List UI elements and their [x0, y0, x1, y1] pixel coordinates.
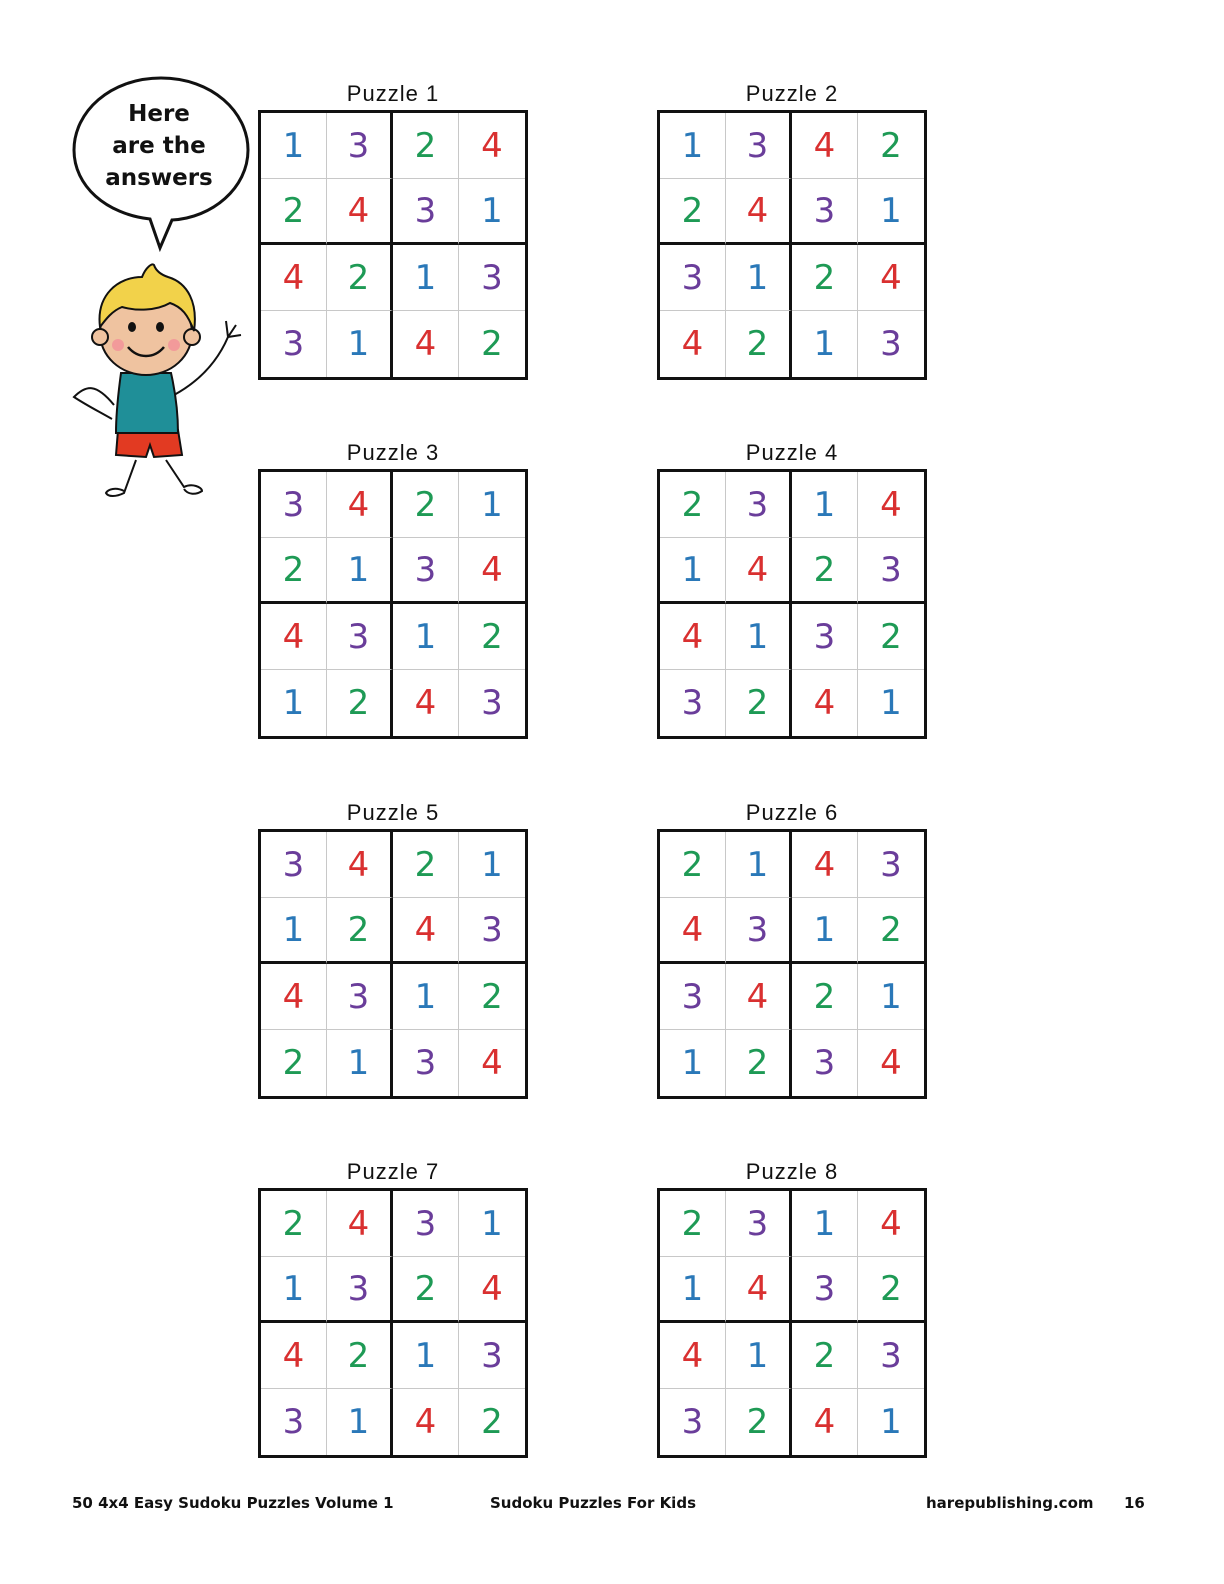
grid-cell: 4	[459, 113, 525, 179]
grid-cell: 3	[261, 472, 327, 538]
grid-cell: 2	[660, 832, 726, 898]
grid-cell: 3	[660, 1389, 726, 1455]
grid-cell: 2	[393, 1257, 459, 1323]
grid-cell: 1	[327, 1389, 393, 1455]
grid-cell: 1	[858, 179, 924, 245]
grid-cell: 3	[726, 1191, 792, 1257]
bubble-line: Here	[128, 101, 190, 127]
puzzle-title: Puzzle 4	[745, 440, 839, 465]
footer-website: harepublishing.com	[926, 1494, 1094, 1512]
bubble-line: answers	[105, 165, 213, 191]
grid-cell: 3	[858, 1323, 924, 1389]
grid-cell: 1	[261, 113, 327, 179]
grid-cell: 4	[261, 604, 327, 670]
grid-cell: 4	[327, 832, 393, 898]
grid-cell: 2	[726, 670, 792, 736]
bubble-line: are the	[112, 133, 206, 159]
grid-cell: 4	[660, 1323, 726, 1389]
puzzle-title: Puzzle 1	[346, 81, 440, 106]
grid-cell: 3	[792, 179, 858, 245]
grid-cell: 1	[327, 538, 393, 604]
grid-cell: 2	[858, 113, 924, 179]
grid-cell: 3	[459, 1323, 525, 1389]
sudoku-grid	[258, 1188, 528, 1458]
grid-cell: 1	[792, 472, 858, 538]
grid-cell: 2	[726, 1389, 792, 1455]
grid-cell: 2	[792, 245, 858, 311]
footer-series: Sudoku Puzzles For Kids	[490, 1494, 696, 1512]
grid-cell: 1	[726, 832, 792, 898]
grid-cell: 3	[726, 472, 792, 538]
grid-cell: 1	[792, 1191, 858, 1257]
grid-cell: 1	[393, 245, 459, 311]
grid-cell: 1	[660, 1030, 726, 1096]
grid-cell: 3	[393, 179, 459, 245]
grid-cell: 1	[459, 832, 525, 898]
grid-cell: 2	[792, 538, 858, 604]
grid-cell: 3	[459, 245, 525, 311]
grid-cell: 4	[792, 1389, 858, 1455]
grid-cell: 4	[660, 311, 726, 377]
grid-cell: 3	[393, 1030, 459, 1096]
grid-cell: 3	[726, 898, 792, 964]
puzzle-block	[657, 797, 927, 1099]
grid-cell: 4	[880, 1043, 902, 1083]
grid-cell: 1	[858, 964, 924, 1030]
grid-cell: 1	[880, 1402, 902, 1442]
grid-cell: 4	[393, 670, 459, 736]
grid-cell: 2	[327, 670, 393, 736]
sudoku-grid	[657, 110, 927, 380]
grid-cell: 2	[858, 898, 924, 964]
grid-cell: 2	[327, 1323, 393, 1389]
grid-cell: 1	[261, 1257, 327, 1323]
puzzle-block	[657, 78, 927, 380]
grid-cell: 4	[660, 604, 726, 670]
grid-cell: 3	[393, 538, 459, 604]
grid-cell: 4	[459, 1257, 525, 1323]
grid-cell: 1	[726, 1323, 792, 1389]
grid-cell: 3	[660, 245, 726, 311]
sudoku-grid	[258, 469, 528, 739]
grid-cell: 2	[660, 1191, 726, 1257]
grid-cell: 2	[327, 898, 393, 964]
grid-cell: 4	[726, 964, 792, 1030]
grid-cell: 3	[327, 113, 393, 179]
grid-cell: 3	[327, 604, 393, 670]
grid-cell: 3	[726, 113, 792, 179]
grid-cell: 2	[459, 604, 525, 670]
puzzle-block	[657, 437, 927, 739]
grid-cell: 2	[481, 1402, 503, 1442]
grid-cell: 4	[261, 245, 327, 311]
cartoon-boy-illustration	[66, 255, 246, 515]
grid-cell: 2	[327, 245, 393, 311]
grid-cell: 3	[261, 832, 327, 898]
footer-book-title: 50 4x4 Easy Sudoku Puzzles Volume 1	[72, 1494, 394, 1512]
grid-cell: 1	[327, 1030, 393, 1096]
grid-cell: 1	[327, 311, 393, 377]
grid-cell: 3	[327, 1257, 393, 1323]
sudoku-grid	[657, 1188, 927, 1458]
grid-cell: 1	[393, 604, 459, 670]
grid-cell: 1	[459, 472, 525, 538]
puzzle-title: Puzzle 5	[346, 800, 440, 825]
grid-cell: 4	[327, 1191, 393, 1257]
grid-cell: 4	[459, 538, 525, 604]
puzzle-block	[258, 437, 528, 739]
grid-cell: 1	[459, 1191, 525, 1257]
sudoku-grid	[657, 469, 927, 739]
grid-cell: 2	[858, 604, 924, 670]
grid-cell: 3	[792, 604, 858, 670]
bubble-text	[84, 98, 234, 194]
grid-cell: 1	[792, 898, 858, 964]
grid-cell: 3	[261, 1389, 327, 1455]
grid-cell: 3	[792, 1030, 858, 1096]
grid-cell: 3	[858, 538, 924, 604]
page-number: 16	[1124, 1494, 1145, 1512]
puzzle-title: Puzzle 7	[346, 1159, 440, 1184]
grid-cell: 3	[660, 670, 726, 736]
sudoku-grid	[258, 110, 528, 380]
grid-cell: 1	[660, 113, 726, 179]
puzzle-block	[657, 1156, 927, 1458]
grid-cell: 1	[792, 311, 858, 377]
grid-cell: 2	[481, 324, 503, 364]
grid-cell: 1	[660, 1257, 726, 1323]
grid-cell: 2	[858, 1257, 924, 1323]
puzzle-block	[258, 797, 528, 1099]
sudoku-grid	[258, 829, 528, 1099]
grid-cell: 2	[459, 964, 525, 1030]
grid-cell: 3	[792, 1257, 858, 1323]
grid-cell: 4	[660, 898, 726, 964]
grid-cell: 4	[481, 1043, 503, 1083]
grid-cell: 2	[261, 1030, 327, 1096]
grid-cell: 2	[792, 964, 858, 1030]
grid-cell: 2	[660, 179, 726, 245]
grid-cell: 4	[858, 245, 924, 311]
grid-cell: 4	[327, 179, 393, 245]
grid-cell: 4	[792, 113, 858, 179]
grid-cell: 2	[726, 311, 792, 377]
grid-cell: 2	[393, 113, 459, 179]
grid-cell: 3	[459, 898, 525, 964]
puzzle-title: Puzzle 2	[745, 81, 839, 106]
grid-cell: 1	[660, 538, 726, 604]
grid-cell: 3	[858, 832, 924, 898]
grid-cell: 1	[261, 898, 327, 964]
puzzle-title: Puzzle 8	[745, 1159, 839, 1184]
grid-cell: 2	[792, 1323, 858, 1389]
grid-cell: 4	[327, 472, 393, 538]
puzzle-block	[258, 1156, 528, 1458]
grid-cell: 1	[261, 670, 327, 736]
grid-cell: 2	[393, 832, 459, 898]
puzzle-block	[258, 78, 528, 380]
grid-cell: 1	[393, 1323, 459, 1389]
grid-cell: 1	[726, 245, 792, 311]
puzzle-title: Puzzle 6	[745, 800, 839, 825]
grid-cell: 2	[660, 472, 726, 538]
grid-cell: 3	[481, 683, 503, 723]
grid-cell: 1	[459, 179, 525, 245]
grid-cell: 1	[880, 683, 902, 723]
grid-cell: 4	[792, 670, 858, 736]
grid-cell: 4	[858, 1191, 924, 1257]
grid-cell: 1	[393, 964, 459, 1030]
grid-cell: 2	[261, 1191, 327, 1257]
grid-cell: 4	[393, 311, 459, 377]
grid-cell: 2	[261, 538, 327, 604]
grid-cell: 4	[393, 898, 459, 964]
grid-cell: 4	[726, 1257, 792, 1323]
grid-cell: 2	[261, 179, 327, 245]
grid-cell: 4	[393, 1389, 459, 1455]
grid-cell: 1	[726, 604, 792, 670]
grid-cell: 4	[261, 1323, 327, 1389]
grid-cell: 3	[880, 324, 902, 364]
grid-cell: 3	[660, 964, 726, 1030]
grid-cell: 4	[858, 472, 924, 538]
grid-cell: 2	[393, 472, 459, 538]
grid-cell: 3	[327, 964, 393, 1030]
grid-cell: 4	[726, 179, 792, 245]
grid-cell: 4	[726, 538, 792, 604]
puzzle-title: Puzzle 3	[346, 440, 440, 465]
grid-cell: 3	[393, 1191, 459, 1257]
sudoku-grid	[657, 829, 927, 1099]
grid-cell: 3	[261, 311, 327, 377]
grid-cell: 2	[726, 1030, 792, 1096]
grid-cell: 4	[792, 832, 858, 898]
grid-cell: 4	[261, 964, 327, 1030]
